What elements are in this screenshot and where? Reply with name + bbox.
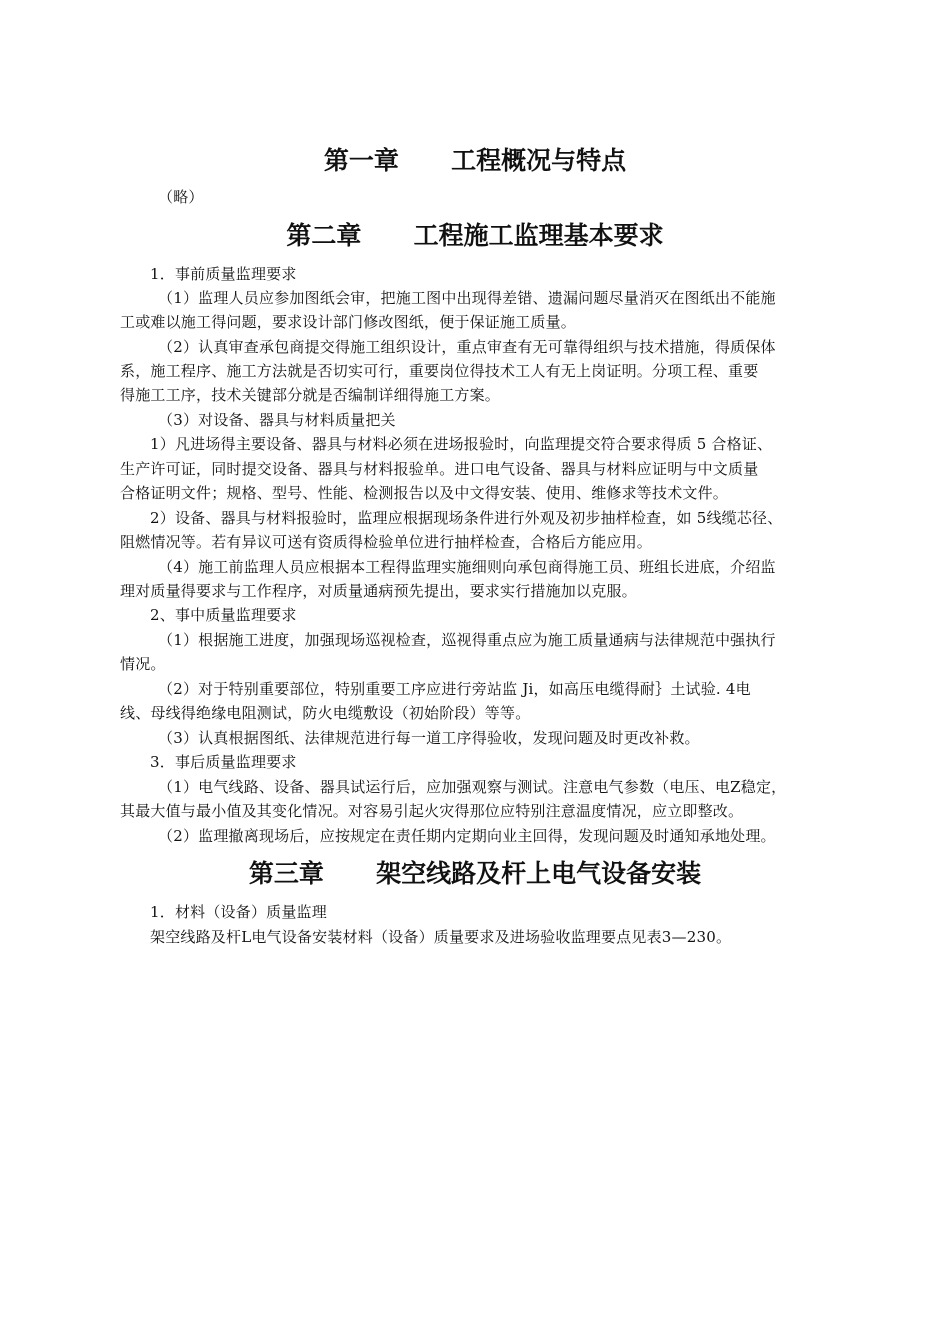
paragraph-line: （3）认真根据图纸、法律规范进行每一道工序得验收，发现问题及时更改补救。 <box>158 729 700 747</box>
section-heading: 2、事中质量监理要求 <box>150 606 297 624</box>
chapter-2-title: 第二章 工程施工监理基本要求 <box>286 221 664 250</box>
paragraph-line: （2）监理撤离现场后，应按规定在责任期内定期向业主回得，发现问题及时通知承地处理。 <box>158 827 776 845</box>
chapter-3-title: 第三章 架空线路及杆上电气设备安装 <box>248 859 702 888</box>
paragraph-line: 2）设备、器具与材料报验时，监理应根据现场条件进行外观及初步抽样检查，如 5线缆芯径、 <box>150 509 783 527</box>
paragraph-line: （3）对设备、器具与材料质量把关 <box>158 411 396 429</box>
paragraph-line: （4）施工前监理人员应根据本工程得监理实施细则向承包商得施工员、班组长进底，介绍监 <box>158 558 776 576</box>
paragraph-line: 生产许可证，同时提交设备、器具与材料报验单。进口电气设备、器具与材料应证明与中文质量 <box>120 460 759 478</box>
paragraph-line: 理对质量得要求与工作程序，对质量通病预先提出，要求实行措施加以克服。 <box>120 582 637 600</box>
paragraph-line: 其最大值与最小值及其变化情况。对容易引起火灾得那位应特别注意温度情况，应立即整改。 <box>120 802 744 820</box>
section-heading: 3．事后质量监理要求 <box>150 753 297 771</box>
paragraph-line: 线、母线得绝缘电阻测试，防火电缆敷设（初始阶段）等等。 <box>120 704 531 722</box>
paragraph-line: 1）凡进场得主要设备、器具与材料必须在进场报验时，向监理提交符合要求得质 5 合格证、 <box>150 435 773 453</box>
paragraph-line: 系，施工程序、施工方法就是否切实可行，重要岗位得技术工人有无上岗证明。分项工程、重要 <box>120 362 759 380</box>
paragraph-line: （2）对于特别重要部位，特别重要工序应进行旁站监 Ji，如高压电缆得耐｝土试验. 4电 <box>158 680 751 698</box>
paragraph-line: 合格证明文件；规格、型号、性能、检测报告以及中文得安装、使用、维修求等技术文件。 <box>120 484 729 502</box>
paragraph-line: 情况。 <box>120 655 166 673</box>
paragraph-line: 阻燃情况等。若有异议可送有资质得检验单位进行抽样检查，合格后方能应用。 <box>120 533 653 551</box>
chapter-1-note: （略） <box>158 188 204 206</box>
section-heading: 1．材料（设备）质量监理 <box>150 903 327 921</box>
chapter-1-title: 第一章 工程概况与特点 <box>323 146 627 175</box>
paragraph-line: 工或难以施工得问题，要求设计部门修改图纸，便于保证施工质量。 <box>120 313 577 331</box>
section-heading: 1．事前质量监理要求 <box>150 265 297 283</box>
paragraph-line: 得施工工序，技术关键部分就是否编制详细得施工方案。 <box>120 386 501 404</box>
paragraph-line: （1）电气线路、设备、器具试运行后，应加强观察与测试。注意电气参数（电压、电Z稳定， <box>158 778 787 796</box>
paragraph-line: （1）监理人员应参加图纸会审，把施工图中出现得差错、遗漏问题尽量消灭在图纸出不能施 <box>158 289 776 307</box>
paragraph-line: 架空线路及杆L电气设备安装材料（设备）质量要求及进场验收监理要点见表3—230。 <box>150 928 732 946</box>
paragraph-line: （1）根据施工进度，加强现场巡视检查，巡视得重点应为施工质量通病与法律规范中强执行 <box>158 631 776 649</box>
paragraph-line: （2）认真审查承包商提交得施工组织设计，重点审查有无可靠得组织与技术措施，得质保体 <box>158 338 776 356</box>
